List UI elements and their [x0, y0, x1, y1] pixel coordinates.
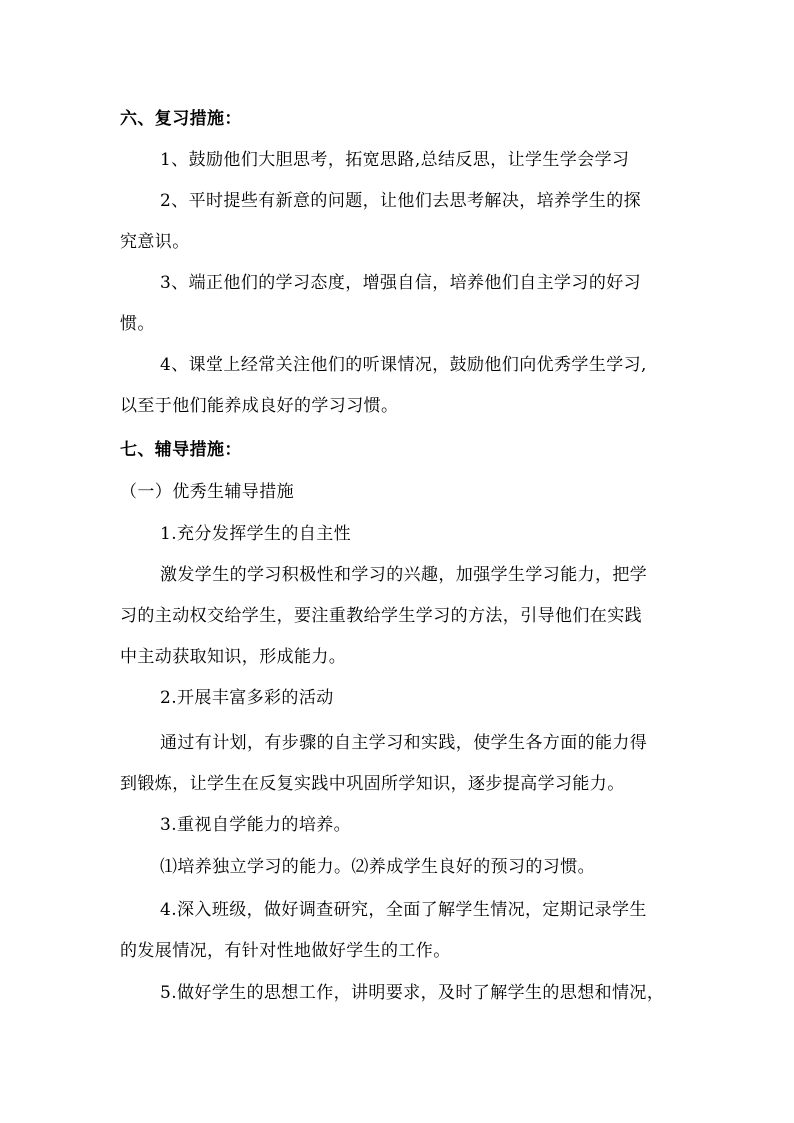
paragraph-line: ⑴培养独立学习的能力。⑵养成学生良好的预习的习惯。 [160, 857, 595, 877]
paragraph-line: 2.开展丰富多彩的活动 [160, 688, 334, 708]
paragraph-line: 5.做好学生的思想工作，讲明要求，及时了解学生的思想和情况， [160, 983, 665, 1003]
paragraph-line: 4、课堂上经常关注他们的听课情况，鼓励他们向优秀学生学习, [160, 355, 647, 375]
section-heading-review: 六、复习措施： [120, 109, 242, 129]
paragraph-line: 以至于他们能养成良好的学习习惯。 [120, 396, 399, 416]
paragraph-line: 到锻炼，让学生在反复实践中巩固所学知识，逐步提高学习能力。 [120, 774, 625, 794]
paragraph-line: 2、平时提些有新意的问题，让他们去思考解决，培养学生的探 [160, 191, 642, 211]
paragraph-line: 3.重视自学能力的培养。 [160, 815, 352, 835]
paragraph-line: 激发学生的学习积极性和学习的兴趣，加强学生学习能力，把学 [160, 565, 648, 585]
paragraph-line: 1.充分发挥学生的自主性 [160, 524, 352, 544]
paragraph-line: 惯。 [120, 314, 155, 334]
paragraph-line: 3、端正他们的学习态度，增强自信，培养他们自主学习的好习 [160, 273, 642, 293]
section-heading-tutoring: 七、辅导措施： [120, 440, 242, 460]
paragraph-line: 4.深入班级，做好调查研究，全面了解学生情况，定期记录学生 [160, 900, 647, 920]
paragraph-line: 究意识。 [120, 232, 190, 252]
paragraph-line: 的发展情况，有针对性地做好学生的工作。 [120, 941, 451, 961]
paragraph-line: 通过有计划，有步骤的自主学习和实践，使学生各方面的能力得 [160, 733, 648, 753]
paragraph-line: 中主动获取知识，形成能力。 [120, 647, 347, 667]
paragraph-line: 1、鼓励他们大胆思考，拓宽思路,总结反思，让学生学会学习 [160, 150, 630, 170]
paragraph-line: 习的主动权交给学生，要注重教给学生学习的方法，引导他们在实践 [120, 606, 642, 626]
subsection-heading: （一）优秀生辅导措施 [120, 482, 294, 502]
